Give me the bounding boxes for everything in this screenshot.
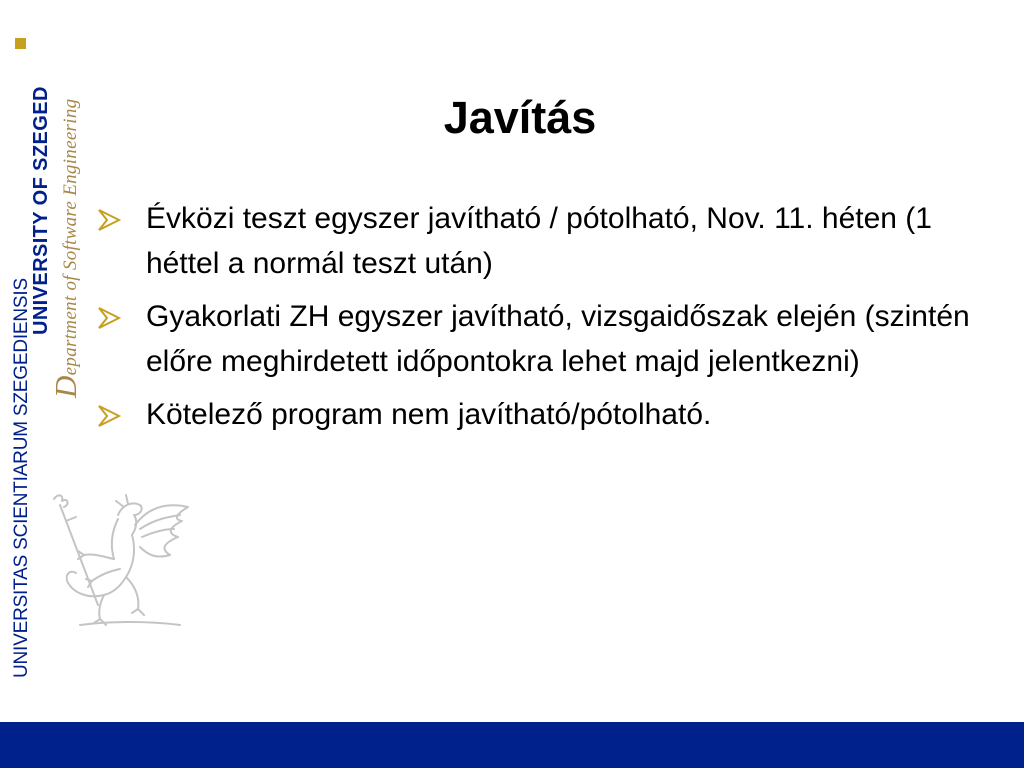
bullet-list: [97, 196, 987, 445]
department-initial: D: [48, 375, 83, 398]
list-item: [97, 294, 987, 384]
bullet-text: Évközi teszt egyszer javítható / pótolható, Nov. 11. héten (1 héttel a normál teszt után): [146, 202, 932, 280]
bullet-text: Gyakorlati ZH egyszer javítható, vizsgaidőszak elején (szintén előre meghirdetett időpontokra lehet majd jelentkezni): [146, 300, 970, 378]
arrowhead-bullet-icon: [97, 209, 121, 231]
department-rest: epartment of Software Engineering: [60, 98, 81, 376]
arrowhead-bullet-icon: [97, 307, 121, 329]
university-english-name: UNIVERSITY OF SZEGED: [30, 86, 52, 335]
university-latin-name: UNIVERSITAS SCIENTIARUM SZEGEDIENSIS: [11, 278, 32, 678]
bottom-brand-bar: [0, 722, 1024, 768]
list-item: [97, 392, 987, 437]
slide-title: Javítás: [443, 92, 597, 143]
bullet-text: Kötelező program nem javítható/pótolható.: [146, 398, 712, 431]
corner-square-decoration: [15, 38, 26, 49]
arrowhead-bullet-icon: [97, 405, 121, 427]
list-item: [97, 196, 987, 286]
griffin-emblem-icon: [40, 485, 195, 635]
